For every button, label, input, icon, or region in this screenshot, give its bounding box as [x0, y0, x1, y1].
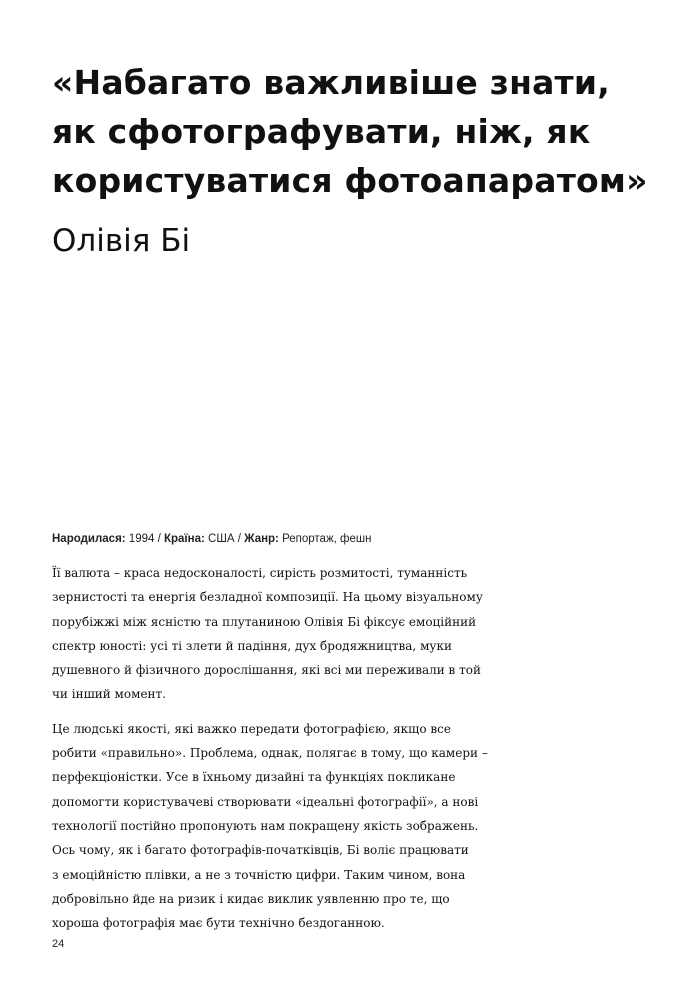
page-number: 24	[52, 938, 65, 950]
text-line: хороша фотографія має бути технічно бездоганною.	[52, 916, 385, 931]
text-line: з емоційністю плівки, а не з точністю цифри. Таким чином, вона	[52, 867, 466, 882]
meta-separator: /	[234, 533, 245, 545]
text-line: перфекціоністки. Усе в їхньому дизайні та функціях покликане	[52, 770, 456, 785]
born-value: 1994	[125, 533, 155, 545]
pull-quote-line: «Набагато важливіше знати,	[52, 63, 610, 102]
country-value: США	[204, 533, 235, 545]
meta-separator: /	[154, 533, 164, 545]
text-line: робити «правильно». Проблема, однак, полягає в тому, що камери –	[52, 746, 488, 761]
text-line: допомогти користувачеві створювати «ідеальні фотографії», а нові	[52, 794, 479, 809]
text-line: Ось чому, як і багато фотографів-початківців, Бі воліє працювати	[52, 843, 469, 858]
text-line: чи інший момент.	[52, 687, 166, 702]
text-line: технології постійно пропонують нам покращену якість зображень.	[52, 818, 479, 833]
pull-quote-line: як сфотографувати, ніж, як	[52, 112, 591, 151]
article-body	[52, 561, 492, 945]
text-line: зернистості та енергія безладної композиції. На цьому візуальному	[52, 590, 483, 605]
text-line: добровільно йде на ризик і кидає виклик уявленню про те, що	[52, 891, 450, 906]
country-label: Країна:	[163, 533, 205, 545]
paragraph-1	[52, 561, 492, 707]
text-line: душевного й фізичного дорослішання, які всі ми переживали в той	[52, 663, 481, 678]
text-line: Це людські якості, які важко передати фотографією, якщо все	[52, 721, 451, 736]
text-line: спектр юності: усі ті злети й падіння, дух бродяжництва, муки	[52, 638, 452, 653]
pull-quote	[52, 58, 682, 205]
author-name: Олівія Бі	[52, 223, 191, 259]
photographer-meta	[52, 530, 512, 548]
pull-quote-line: користуватися фотоапаратом»	[52, 161, 648, 200]
born-label: Народилася:	[52, 533, 126, 545]
genre-label: Жанр:	[244, 533, 279, 545]
text-line: Її валюта – краса недосконалості, сирість розмитості, туманність	[52, 566, 468, 580]
paragraph-2	[52, 717, 492, 936]
text-line: порубіжжі між ясністю та плутаниною Олівія Бі фіксує емоційний	[52, 614, 477, 629]
genre-value: Репортаж, фешн	[278, 533, 372, 545]
